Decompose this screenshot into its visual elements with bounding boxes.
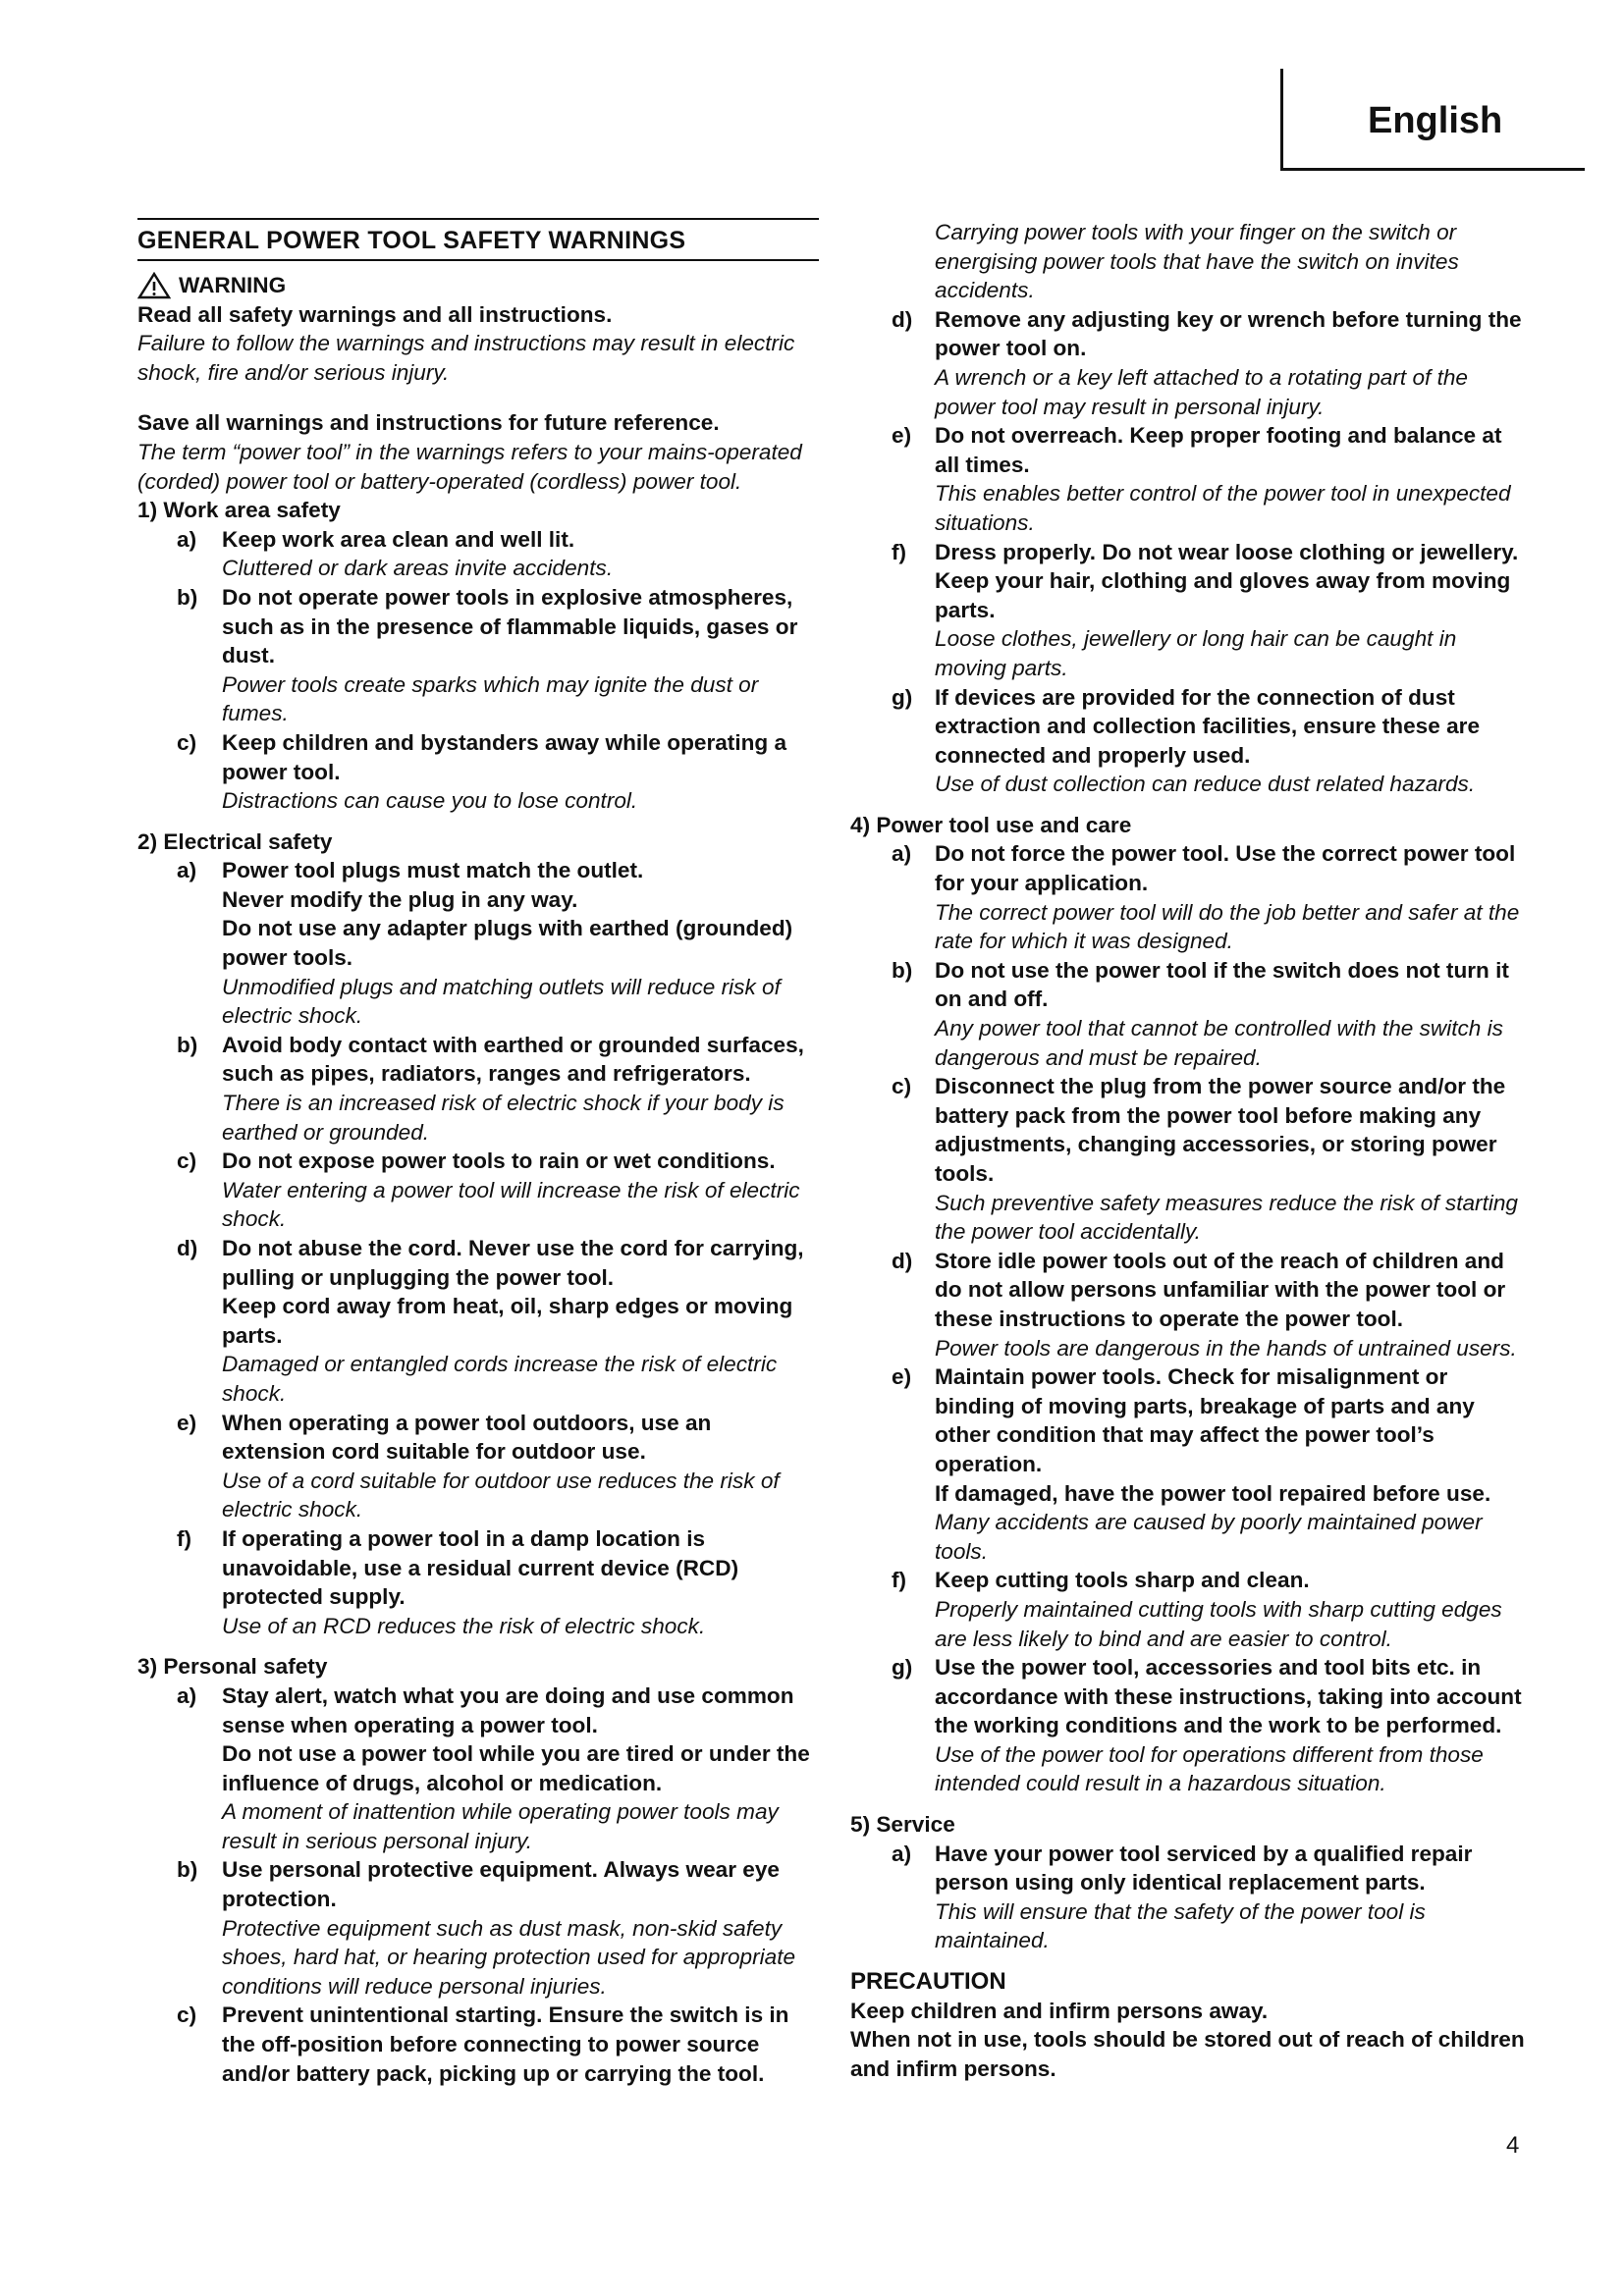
list-item: c) Prevent unintentional starting. Ensure the switch is in the off-position before connecting to power source and/or battery pack, picking up or carrying the tool. [177,2002,789,2086]
read-all-text: Read all safety warnings and all instructions. [137,301,613,327]
list-item: c) Keep children and bystanders away while operating a power tool. Distractions can cause you to lose control. [177,729,787,814]
list-item: b) Avoid body contact with earthed or grounded surfaces, such as pipes, radiators, ranges and refrigerators. There is an increased risk of electric shock if your body is earthed or grounded. [177,1032,804,1145]
section-title: GENERAL POWER TOOL SAFETY WARNINGS [137,218,819,261]
section-3-title: 3) Personal safety [137,1654,328,1680]
section-1-title: 1) Work area safety [137,498,341,523]
list-item: a) Do not force the power tool. Use the correct power tool for your application. The correct power tool will do the job better and safer at the rate for which it was designed. [892,841,1520,954]
continued-note: Carrying power tools with your finger on the switch or energising power tools that have the switch on invites accidents. [935,220,1459,303]
section-5-title: 5) Service [850,1812,955,1838]
save-all-note: The term “power tool” in the warnings refers to your mains-operated (corded) power tool or battery-operated (cordless) power tool. [137,439,802,494]
precaution-line-1: Keep children and infirm persons away. [850,1998,1269,2023]
list-item: d) Store idle power tools out of the reach of children and do not allow persons unfamiliar with the power tool or these instructions to operate the power tool. Power tools are dangerous in the hands of untrained users. [892,1248,1517,1361]
list-item: a) Have your power tool serviced by a qualified repair person using only identical replacement parts. This will ensure that the safety of the power tool is maintained. [892,1841,1473,1953]
list-item: f) Dress properly. Do not wear loose clothing or jewellery. Keep your hair, clothing and gloves away from moving parts. Loose clothes, jewellery or long hair can be caught in moving parts. [892,539,1519,680]
list-item: b) Do not operate power tools in explosive atmospheres, such as in the presence of flammable liquids, gases or dust. Power tools create sparks which may ignite the dust or fumes. [177,584,798,726]
list-item: b) Do not use the power tool if the switch does not turn it on and off. Any power tool that cannot be controlled with the switch is dangerous and must be repaired. [892,957,1509,1070]
list-item: c) Disconnect the plug from the power source and/or the battery pack from the power tool before making any adjustments, changing accessories, or storing power tools. Such preventive safety measures reduce the risk of starting the power tool accidentally. [892,1074,1519,1245]
list-item: d) Remove any adjusting key or wrench before turning the power tool on. A wrench or a key left attached to a rotating part of the power tool may result in personal injury. [892,306,1522,419]
precaution-title: PRECAUTION [850,1968,1006,1996]
list-item: d) Do not abuse the cord. Never use the cord for carrying, pulling or unplugging the power tool. Keep cord away from heat, oil, sharp edges or moving parts. Damaged or entangled cords increase the risk of electric shock. [177,1236,804,1406]
language-label: English [1368,100,1503,141]
language-tab [1280,69,1585,171]
list-item: a) Power tool plugs must match the outlet. Never modify the plug in any way. Do not use any adapter plugs with earthed (grounded) power tools. Unmodified plugs and matching outlets will reduce risk of electric shock. [177,858,793,1029]
section-4-title: 4) Power tool use and care [850,812,1132,837]
list-item: e) Do not overreach. Keep proper footing and balance at all times. This enables better control of the power tool in unexpected situations. [892,423,1511,535]
list-item: e) Maintain power tools. Check for misalignment or binding of moving parts, breakage of parts and any other condition that may affect the power tool’s operation. If damaged, have the power tool repaired before use. Many accidents are caused by poorly maintained power tools. [892,1364,1491,1564]
list-item: a) Keep work area clean and well lit. Cluttered or dark areas invite accidents. [177,526,614,581]
list-item: e) When operating a power tool outdoors, use an extension cord suitable for outdoor use. Use of a cord suitable for outdoor use reduces the risk of electric shock. [177,1410,780,1522]
warning-heading [137,271,819,300]
page-number: 4 [1506,2132,1520,2159]
warning-triangle-icon [137,272,171,299]
list-item: c) Do not expose power tools to rain or wet conditions. Water entering a power tool will increase the risk of electric shock. [177,1148,800,1232]
list-item: f) If operating a power tool in a damp location is unavoidable, use a residual current device (RCD) protected supply. Use of an RCD reduces the risk of electric shock. [177,1525,739,1638]
left-column [137,218,819,2088]
right-column [850,218,1532,2083]
list-item: g) Use the power tool, accessories and tool bits etc. in accordance with these instructions, taking into account the working conditions and the work to be performed. Use of the power tool for operations different from those intended could result in a hazardous situation. [892,1655,1522,1796]
precaution-line-2: When not in use, tools should be stored out of reach of children and infirm persons. [850,2027,1525,2081]
read-all-note: Failure to follow the warnings and instructions may result in electric shock, fire and/or serious injury. [137,331,795,385]
list-item: a) Stay alert, watch what you are doing and use common sense when operating a power tool. Do not use a power tool while you are tired or under the influence of drugs, alcohol or medication. A moment of inattention while operating power tools may result in serious personal injury. [177,1682,810,1853]
save-all-text: Save all warnings and instructions for future reference. [137,410,720,436]
list-item: g) If devices are provided for the connection of dust extraction and collection facilities, ensure these are connected and properly used. Use of dust collection can reduce dust related hazards. [892,684,1481,797]
warning-label: WARNING [179,273,287,297]
section-2-title: 2) Electrical safety [137,828,333,854]
list-item: f) Keep cutting tools sharp and clean. Properly maintained cutting tools with sharp cutting edges are less likely to bind and are easier to control. [892,1568,1502,1651]
list-item: b) Use personal protective equipment. Always wear eye protection. Protective equipment such as dust mask, non-skid safety shoes, hard hat, or hearing protection used for appropriate conditions will reduce personal injuries. [177,1857,796,1999]
